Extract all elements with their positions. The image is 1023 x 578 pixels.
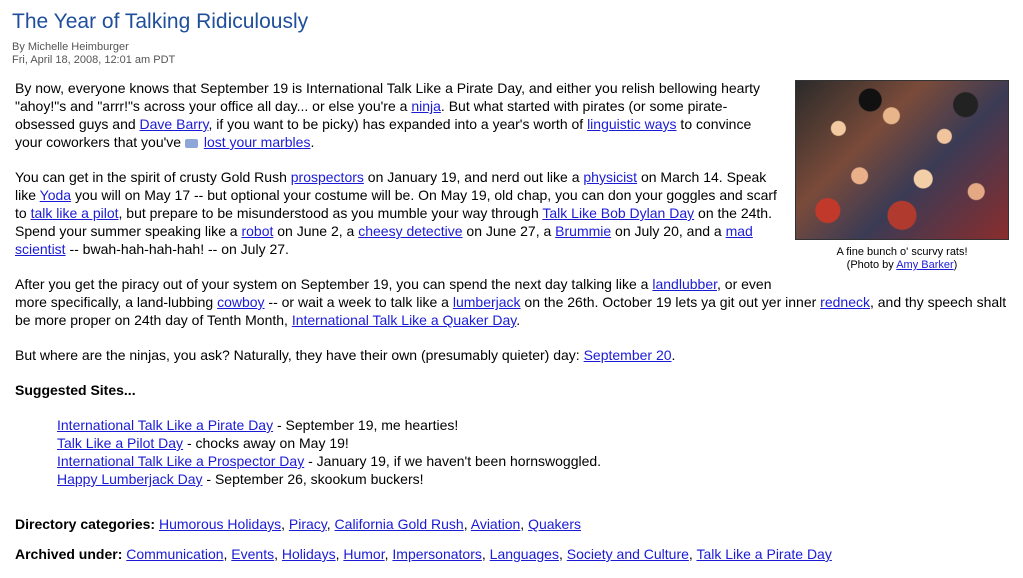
archive-link[interactable]: Humor xyxy=(343,546,385,562)
archive-link[interactable]: Society and Culture xyxy=(566,546,689,562)
suggested-sites-list xyxy=(57,416,1010,488)
article-title: The Year of Talking Ridiculously xyxy=(12,10,309,33)
link-robot[interactable]: robot xyxy=(241,223,274,239)
list-item: Talk Like a Pilot Day - chocks away on May 19! xyxy=(57,435,349,451)
link-quaker-day[interactable]: International Talk Like a Quaker Day xyxy=(291,312,517,328)
link-prospectors[interactable]: prospectors xyxy=(290,169,364,185)
archive-link[interactable]: Talk Like a Pirate Day xyxy=(696,546,832,562)
link-lumberjack[interactable]: lumberjack xyxy=(452,294,521,310)
paragraph-1: By now, everyone knows that September 19 is International Talk Like a Pirate Day, and either you relish bellowing hearty "ahoy!"s and "arrr!"s across your office all day... or else you're a ninja. But what started with pirates (or some pirate-obsessed guys and Dave Barry, if you want to be picky) has expanded into a year's worth of linguistic ways to convince your coworkers that you've lost your marbles. xyxy=(15,80,761,150)
archive-link[interactable]: Events xyxy=(231,546,275,562)
archived-label: Archived under: xyxy=(15,546,123,562)
link-cowboy[interactable]: cowboy xyxy=(217,294,265,310)
link-bob-dylan-day[interactable]: Talk Like Bob Dylan Day xyxy=(542,205,695,221)
link-brummie[interactable]: Brummie xyxy=(555,223,612,239)
link-dave-barry[interactable]: Dave Barry xyxy=(139,116,209,132)
category-link[interactable]: California Gold Rush xyxy=(334,516,464,532)
paragraph-4: But where are the ninjas, you ask? Naturally, they have their own (presumably quieter) day: September 20. xyxy=(15,347,676,363)
paragraph-2: You can get in the spirit of crusty Gold Rush prospectors on January 19, and nerd out like a physicist on March 14. Speak like Yoda you will on May 17 -- but optional your costume will be. On May 19, old chap, you can don your goggles and scarf to talk like a pilot, but prepare to be misunderstood as you mumble your way through Talk Like Bob Dylan Day on the 24th. Spend your summer speaking like a robot on June 2, a cheesy detective on June 27, a Brummie on July 20, and a mad scientist -- bwah-hah-hah-hah! -- on July 27. xyxy=(15,169,777,257)
category-link[interactable]: Aviation xyxy=(470,516,521,532)
publish-date: Fri, April 18, 2008, 12:01 am PDT xyxy=(12,54,176,66)
link-physicist[interactable]: physicist xyxy=(583,169,638,185)
list-item: Happy Lumberjack Day - September 26, skookum buckers! xyxy=(57,471,424,487)
photo-figure xyxy=(794,79,1010,272)
suggested-site-link[interactable]: International Talk Like a Pirate Day xyxy=(57,417,274,433)
category-link[interactable]: Humorous Holidays xyxy=(158,516,282,532)
suggested-site-link[interactable]: International Talk Like a Prospector Day xyxy=(57,453,305,469)
list-item: International Talk Like a Pirate Day - September 19, me hearties! xyxy=(57,417,459,433)
photo-caption: A fine bunch o' scurvy rats! xyxy=(836,246,968,258)
link-mad-scientist[interactable]: mad scientist xyxy=(15,223,753,257)
pirate-crowd-photo xyxy=(795,80,1009,240)
link-landlubber[interactable]: landlubber xyxy=(652,276,717,292)
list-item: International Talk Like a Prospector Day - January 19, if we haven't been hornswoggled. xyxy=(57,453,602,469)
category-link[interactable]: Quakers xyxy=(528,516,581,532)
suggested-site-link[interactable]: Happy Lumberjack Day xyxy=(57,471,203,487)
archive-link[interactable]: Impersonators xyxy=(392,546,482,562)
suggested-site-link[interactable]: Talk Like a Pilot Day xyxy=(57,435,184,451)
link-ninja[interactable]: ninja xyxy=(411,98,441,114)
directory-label: Directory categories: xyxy=(15,516,156,532)
archive-link[interactable]: Communication xyxy=(126,546,224,562)
photo-credit: (Photo by Amy Barker) xyxy=(846,259,958,271)
archived-under: Archived under: Communication, Events, Holidays, Humor, Impersonators, Languages, Society and Culture, Talk Like a Pirate Day xyxy=(15,546,832,562)
category-link[interactable]: Piracy xyxy=(288,516,327,532)
link-yoda[interactable]: Yoda xyxy=(39,187,72,203)
archive-link[interactable]: Languages xyxy=(489,546,559,562)
link-september-20[interactable]: September 20 xyxy=(583,347,672,363)
link-redneck[interactable]: redneck xyxy=(820,294,870,310)
byline-block xyxy=(12,41,175,67)
link-lost-your-marbles[interactable]: lost your marbles xyxy=(203,134,311,150)
paragraph-3: After you get the piracy out of your system on September 19, you can spend the next day talking like a landlubber, or even more specifically, a land-lubbing cowboy -- or wait a week to talk like a lumberjack on the 26th. October 19 lets ya git out yer inner redneck, and thy speech shalt be more proper on 24th day of Tenth Month, International Talk Like a Quaker Day. xyxy=(15,276,1007,328)
suggested-sites-heading: Suggested Sites... xyxy=(15,382,136,398)
video-icon xyxy=(185,139,198,148)
link-talk-like-a-pilot[interactable]: talk like a pilot xyxy=(30,205,119,221)
link-linguistic-ways[interactable]: linguistic ways xyxy=(587,116,677,132)
author: By Michelle Heimburger xyxy=(12,41,129,53)
link-cheesy-detective[interactable]: cheesy detective xyxy=(358,223,463,239)
photo-credit-link[interactable]: Amy Barker xyxy=(896,259,954,271)
article-body xyxy=(15,79,1010,575)
archive-link[interactable]: Holidays xyxy=(281,546,336,562)
directory-categories: Directory categories: Humorous Holidays, Piracy, California Gold Rush, Aviation, Quakers xyxy=(15,516,581,532)
